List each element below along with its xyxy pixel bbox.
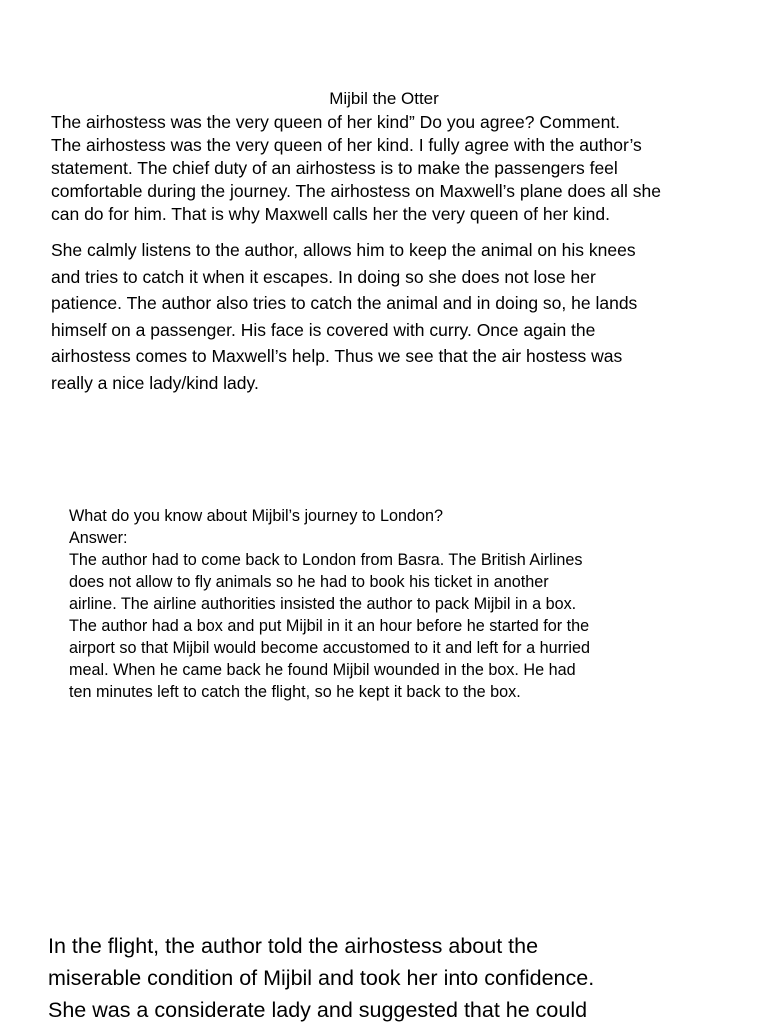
question-journey: What do you know about Mijbil’s journey to London? [69, 507, 444, 525]
paragraph-line: patience. The author also tries to catch the animal and in doing so, he lands [51, 293, 638, 313]
section-airhostess-paragraph-2 [51, 237, 637, 396]
answer-line: comfortable during the journey. The airhostess on Maxwell’s plane does all she [51, 181, 661, 201]
paragraph-line: She was a considerate lady and suggested that he could [48, 998, 588, 1022]
answer-line: meal. When he came back he found Mijbil wounded in the box. He had [69, 661, 576, 679]
paragraph-line: airhostess comes to Maxwell’s help. Thus we see that the air hostess was [51, 346, 623, 366]
paragraph-line: and tries to catch it when it escapes. In doing so she does not lose her [51, 266, 596, 287]
paragraph-line: She calmly listens to the author, allows him to keep the animal on his knees [51, 240, 636, 260]
paragraph-line: In the flight, the author told the airhostess about the [48, 934, 539, 958]
paragraph-line: really a nice lady/kind lady. [51, 372, 259, 393]
answer-line: The author had a box and put Mijbil in it an hour before he started for the [69, 617, 590, 635]
paragraph-line: miserable condition of Mijbil and took her into confidence. [48, 966, 595, 990]
answer-line: statement. The chief duty of an airhostess is to make the passengers feel [51, 158, 618, 178]
section-journey [69, 505, 590, 703]
section-flight [48, 930, 594, 1026]
answer-line: can do for him. That is why Maxwell calls her the very queen of her kind. [51, 204, 610, 224]
question-airhostess: The airhostess was the very queen of her kind” Do you agree? Comment. [51, 112, 621, 132]
answer-label: Answer: [69, 529, 128, 547]
answer-line: airport so that Mijbil would become accustomed to it and left for a hurried [69, 639, 590, 657]
answer-line: ten minutes left to catch the flight, so he kept it back to the box. [69, 683, 521, 701]
answer-line: The airhostess was the very queen of her kind. I fully agree with the author’s [51, 135, 642, 155]
section-airhostess [51, 111, 661, 226]
paragraph-line: himself on a passenger. His face is covered with curry. Once again the [51, 319, 596, 340]
answer-line: airline. The airline authorities insisted the author to pack Mijbil in a box. [69, 595, 577, 613]
answer-line: The author had to come back to London from Basra. The British Airlines [69, 551, 583, 569]
answer-line: does not allow to fly animals so he had to book his ticket in another [69, 573, 549, 591]
page-title: Mijbil the Otter [329, 89, 439, 108]
